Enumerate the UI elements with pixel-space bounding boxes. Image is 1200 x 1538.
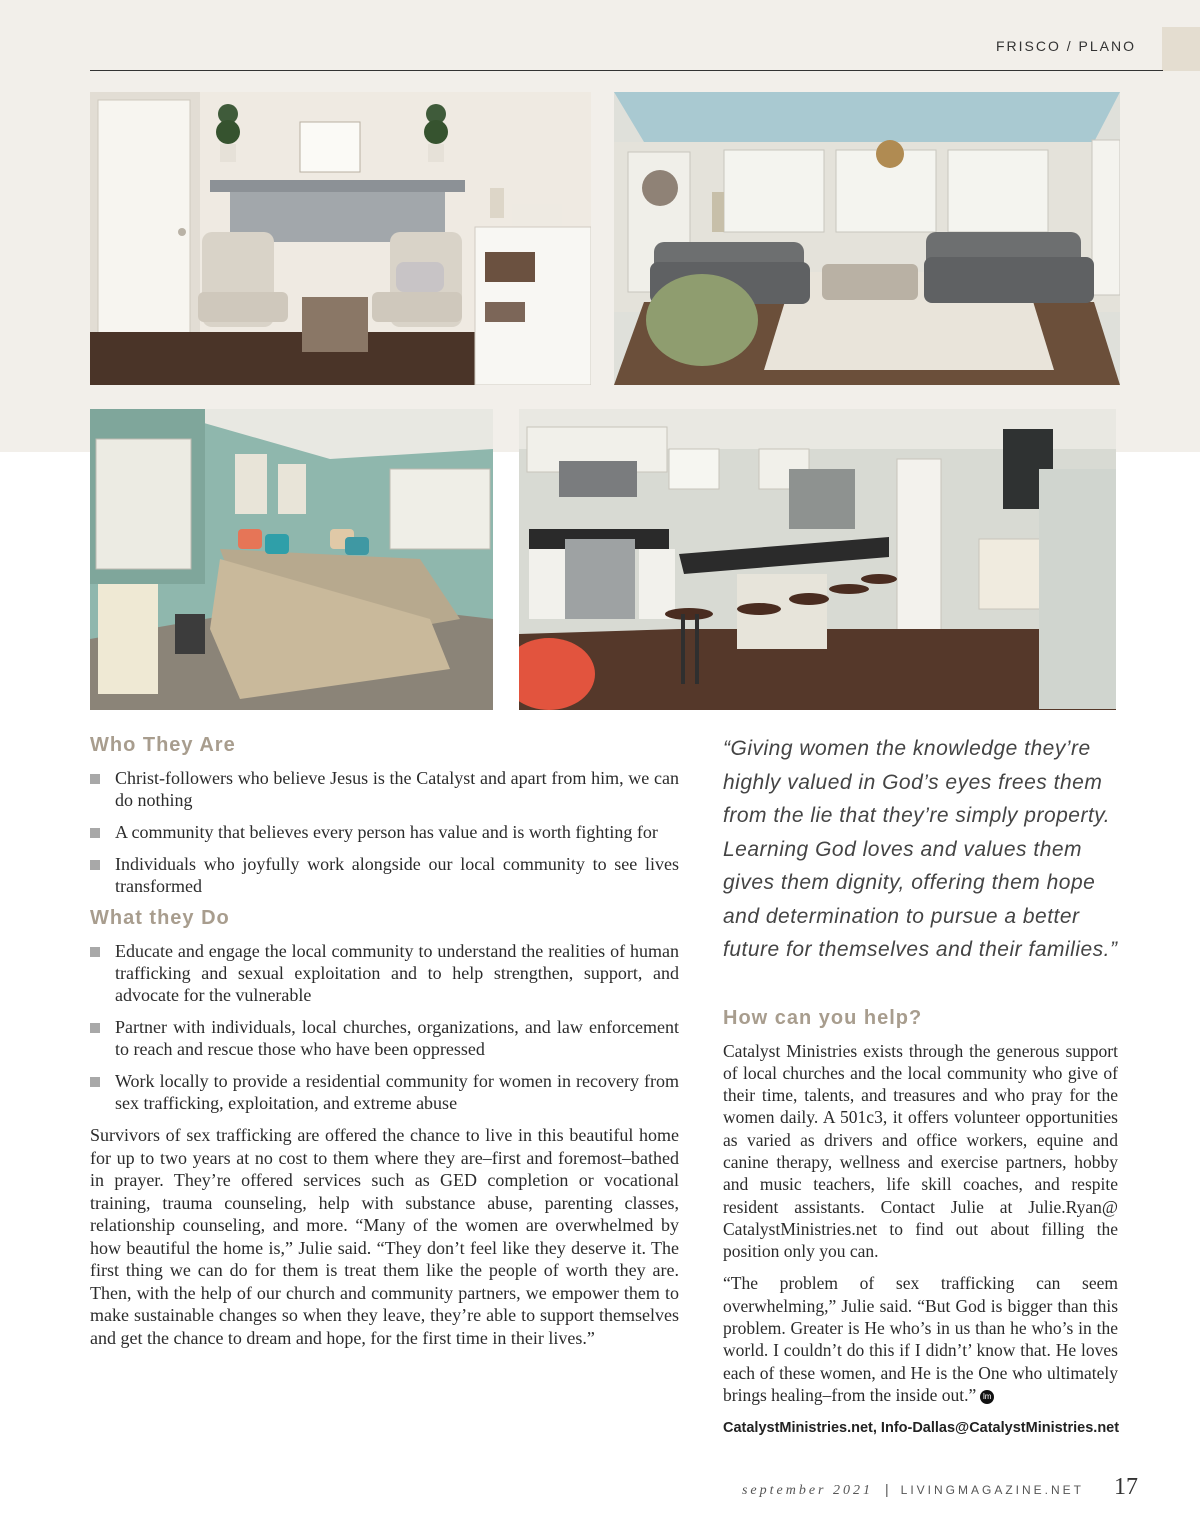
what-they-do-heading: What they Do: [90, 907, 230, 929]
who-they-are-heading: Who They Are: [90, 734, 236, 756]
bullet-square-icon: [90, 1077, 100, 1087]
photo-bedroom: [90, 409, 493, 710]
who-they-are-list: [90, 767, 679, 897]
photo-sitting-area: [90, 92, 591, 385]
bullet-square-icon: [90, 774, 100, 784]
help-paragraph: Catalyst Ministries exists through the generous support of local churches and the local community who give of their time, talents, and treasures and who pray for the women daily. A 501c3, it offers volunteer opportunities as varied as drivers and office workers, equine and canine therapy, wellness and exercise partners, hobby and music teachers, life skill coaches, and respite resident assistants. Contact Julie at Julie.Ryan@ CatalystMinistries.net to find out about filling the position only you can.: [723, 1040, 1118, 1262]
list-item: Partner with individuals, local churches, organizations, and law enforcement to reach and rescue those who have been oppressed: [90, 1016, 679, 1060]
section-label: FRISCO / PLANO: [995, 38, 1136, 54]
right-column: [723, 732, 1118, 1436]
footer-issue-date: september 2021: [741, 1483, 873, 1498]
footer-site: LIVINGMAGAZINE.NET: [900, 1483, 1084, 1497]
footer-separator: |: [885, 1481, 889, 1497]
photo-living-room: [614, 92, 1120, 385]
what-they-do-list: [90, 940, 679, 1114]
left-column: [90, 732, 679, 1349]
list-item: A community that believes every person has value and is worth fighting for: [90, 821, 679, 843]
pull-quote: “Giving women the knowledge they’re highly valued in God’s eyes frees them from the lie that they’re simply property. Learning God loves and values them gives them dignity, offering them hope and determination to pursue a better future for themselves and their families.”: [723, 737, 1118, 961]
bullet-square-icon: [90, 860, 100, 870]
page-edge-tab: [1162, 27, 1200, 71]
bullet-square-icon: [90, 1023, 100, 1033]
list-item: Christ-followers who believe Jesus is the Catalyst and apart from him, we can do nothing: [90, 767, 679, 811]
end-mark-icon: lm: [980, 1390, 994, 1404]
closing-quote-paragraph: “The problem of sex trafficking can seem overwhelming,” Julie said. “But God is bigger than this problem. Greater is He who’s in us than he who’s in the world. I couldn’t do this if I didn’t’ know that. He loves each of these women, and He is the One who ultimately brings healing–from the inside out.” lm: [723, 1273, 1118, 1405]
body-paragraph: Survivors of sex trafficking are offered the chance to live in this beautiful home for up to two years at no cost to them where they are–first and foremost–bathed in prayer. They’re offered services such as GED completion or vocational training, trauma counseling, help with substance abuse, parenting classes, relationship counseling, and more. “Many of the women are overwhelmed by how beautiful the home is,” Julie said. “They don’t feel like they deserve it. The first thing we can do for them is treat them like the people of worth they are. Then, with the help of our church and community partners, we empower them to make sustainable changes so when they leave, they’re able to support themselves and get the chance to dream and hope, for the first time in their lives.”: [90, 1125, 679, 1348]
page-number: 17: [1114, 1474, 1138, 1500]
bullet-square-icon: [90, 947, 100, 957]
website-link[interactable]: CatalystMinistries.net, Info-Dallas@CatalystMinistries.net: [723, 1420, 1120, 1437]
list-item: Educate and engage the local community to understand the realities of human trafficking and sexual exploitation and to help strengthen, support, and advocate for the vulnerable: [90, 940, 679, 1006]
list-item: Work locally to provide a residential community for women in recovery from sex trafficking, exploitation, and extreme abuse: [90, 1070, 679, 1114]
bullet-square-icon: [90, 828, 100, 838]
how-can-you-help-heading: How can you help?: [723, 1006, 923, 1029]
photo-kitchen: [519, 409, 1116, 710]
list-item: Individuals who joyfully work alongside our local community to see lives transformed: [90, 853, 679, 897]
header-rule: [90, 70, 1163, 71]
page-footer: [742, 1474, 1138, 1504]
